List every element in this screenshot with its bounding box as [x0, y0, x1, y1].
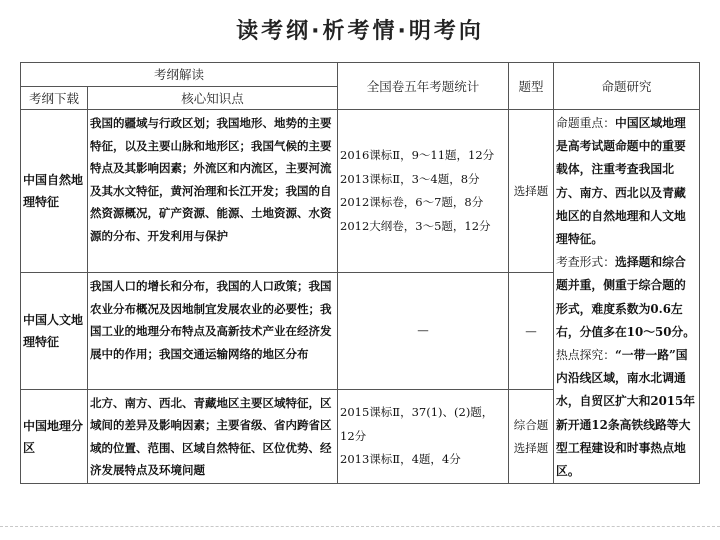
- research-hot-label: 热点探究：: [556, 348, 616, 363]
- knowledge-cell: 北方、南方、西北、青藏地区主要区域特征，区域间的差异及影响因素；主要省级、省内跨省区域的位置、范围、区域自然特征、区位优势、经济发展特点及环境问题: [88, 389, 338, 483]
- stats-line: 2012大纲卷，3～5题，12分: [340, 218, 491, 233]
- stats-line: 2015课标Ⅱ，37(1)、(2)题，12分: [340, 405, 494, 443]
- header-core-points: 核心知识点: [88, 87, 338, 110]
- stats-cell: [338, 389, 509, 483]
- research-hot-text: “一带一路”国内沿线区域，南水北调通水，自贸区扩大和2015年新开通12条高铁线路等大型工程建设和时事热点地区。: [556, 348, 696, 479]
- research-focus-label: 命题重点：: [556, 116, 616, 130]
- header-outline: 考纲解读: [21, 63, 338, 87]
- stats-line: 2013课标Ⅱ，3～4题，8分: [340, 171, 480, 186]
- stats-line: 2012课标卷，6～7题，8分: [340, 195, 484, 210]
- qtype-cell: [509, 273, 554, 390]
- header-stats: 全国卷五年考题统计: [338, 63, 509, 110]
- stats-cell: [338, 110, 509, 273]
- research-focus-text: 中国区域地理是高考试题命题中的重要载体，注重考查我国北方、南方、西北以及青藏地区的自然地理和人文地理特征。: [556, 116, 686, 247]
- qtype-label: 选择题: [513, 440, 549, 455]
- bottom-divider: [0, 526, 720, 527]
- header-download: 考纲下载: [21, 87, 88, 110]
- research-form-label: 考查形式：: [556, 255, 616, 270]
- topic-cell: 中国自然地理特征: [21, 110, 88, 273]
- knowledge-cell: 我国的疆域与行政区划；我国地形、地势的主要特征，以及主要山脉和地形区；我国气候的主要特点及其影响因素；外流区和内流区，主要河流及其水文特征，黄河治理和长江开发；我国的自然资源概况，矿产资源、能源、土地资源、水资源的分布、开发利用与保护: [88, 110, 338, 273]
- page-title: 读考纲·析考情·明考向: [236, 19, 484, 44]
- qtype-label: —: [525, 323, 537, 338]
- qtype-label: 选择题: [513, 183, 549, 198]
- table-row: [21, 110, 700, 273]
- header-question-type: 题型: [509, 63, 554, 110]
- stats-line: 2013课标Ⅱ，4题，4分: [340, 452, 461, 467]
- research-cell: [554, 110, 700, 484]
- stats-cell: [338, 273, 509, 390]
- stats-line: —: [417, 323, 429, 338]
- exam-outline-table: [20, 62, 700, 484]
- topic-cell: 中国地理分区: [21, 389, 88, 483]
- qtype-label: 综合题: [513, 418, 549, 433]
- knowledge-cell: 我国人口的增长和分布，我国的人口政策；我国农业分布概况及因地制宜发展农业的必要性；我国工业的地理分布特点及高新技术产业在经济发展中的作用；我国交通运输网络的地区分布: [88, 273, 338, 390]
- qtype-cell: [509, 110, 554, 273]
- qtype-cell: [509, 389, 554, 483]
- header-research: 命题研究: [554, 63, 700, 110]
- topic-cell: 中国人文地理特征: [21, 273, 88, 390]
- stats-line: 2016课标Ⅱ，9～11题，12分: [340, 148, 495, 163]
- research-form-text: 选择题和综合题并重，侧重于综合题的形式，难度系数为0.6左右，分值多在10～50分。: [556, 255, 696, 339]
